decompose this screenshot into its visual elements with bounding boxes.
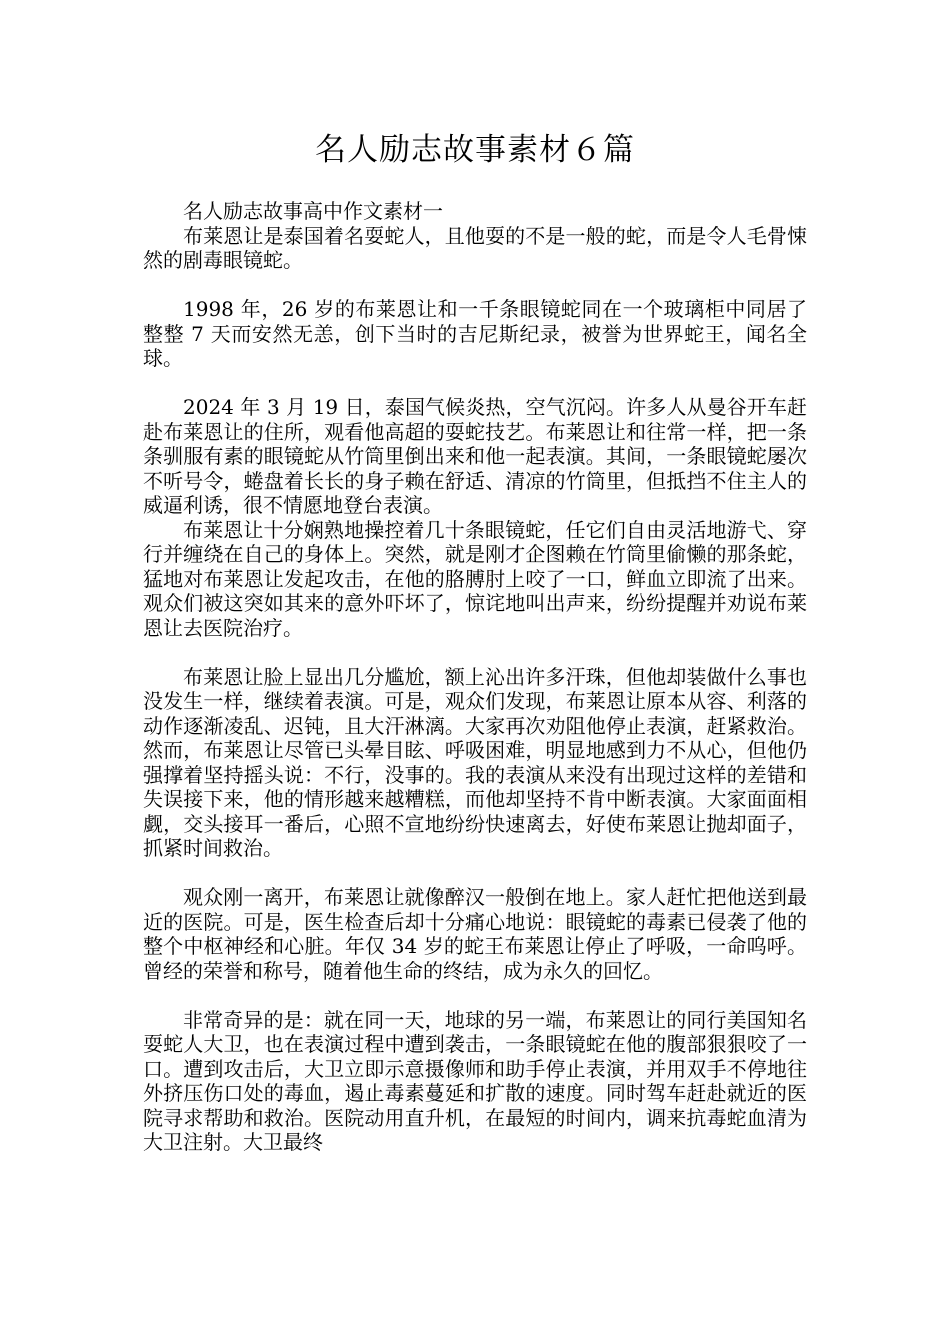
paragraph: 非常奇异的是：就在同一天，地球的另一端，布莱恩让的同行美国知名耍蛇人大卫，也在表演过程中遭到袭击，一条眼镜蛇在他的腹部狠狠咬了一口。遭到攻击后，大卫立即示意摄像师和助手停止表演，并用双手不停地往外挤压伤口处的毒血，遏止毒素蔓延和扩散的速度。同时驾车赶赴就近的医院寻求帮助和救治。医院动用直升机，在最短的时间内，调来抗毒蛇血清为大卫注射。大卫最终 bbox=[143, 1007, 807, 1154]
document-title: 名人励志故事素材６篇 bbox=[315, 132, 635, 168]
document-body bbox=[143, 199, 807, 1155]
paragraph: 布莱恩让十分娴熟地操控着几十条眼镜蛇，任它们自由灵活地游弋、穿行并缠绕在自己的身体上。突然，就是刚才企图赖在竹筒里偷懒的那条蛇，猛地对布莱恩让发起攻击，在他的胳膊肘上咬了一口，鲜血立即流了出来。观众们被这突如其来的意外吓坏了，惊诧地叫出声来，纷纷提醒并劝说布莱恩让去医院治疗。 bbox=[143, 517, 807, 640]
paragraph: 2024 年 3 月 19 日，泰国气候炎热，空气沉闷。许多人从曼谷开车赶赴布莱恩让的住所，观看他高超的耍蛇技艺。布莱恩让和往常一样，把一条条驯服有素的眼镜蛇从竹筒里倒出来和他一起表演。其间，一条眼镜蛇屡次不听号令，蜷盘着长长的身子赖在舒适、清凉的竹筒里，但抵挡不住主人的威逼利诱，很不情愿地登台表演。 bbox=[143, 395, 807, 517]
paragraph: 布莱恩让是泰国着名耍蛇人，且他耍的不是一般的蛇，而是令人毛骨悚然的剧毒眼镜蛇。 bbox=[143, 223, 807, 272]
paragraph: 布莱恩让脸上显出几分尴尬，额上沁出许多汗珠，但他却装做什么事也没发生一样，继续着表演。可是，观众们发现，布莱恩让原本从容、利落的动作逐渐凌乱、迟钝，且大汗淋漓。大家再次劝阻他停止表演，赶紧救治。然而，布莱恩让尽管已头晕目眩、呼吸困难，明显地感到力不从心，但他仍强撑着坚持摇头说：不行，没事的。我的表演从来没有出现过这样的差错和失误接下来，他的情形越来越糟糕，而他却坚持不肯中断表演。大家面面相觑，交头接耳一番后，心照不宣地纷纷快速离去，好使布莱恩让抛却面子，抓紧时间救治。 bbox=[143, 664, 807, 860]
paragraph: 观众刚一离开，布莱恩让就像醉汉一般倒在地上。家人赶忙把他送到最近的医院。可是，医生检查后却十分痛心地说：眼镜蛇的毒素已侵袭了他的整个中枢神经和心脏。年仅 34 岁的蛇王布莱恩让停止了呼吸，一命呜呼。曾经的荣誉和称号，随着他生命的终结，成为永久的回忆。 bbox=[143, 885, 807, 983]
paragraph: 1998 年，26 岁的布莱恩让和一千条眼镜蛇同在一个玻璃柜中同居了整整 7 天而安然无恙，创下当时的吉尼斯纪录，被誉为世界蛇王，闻名全球。 bbox=[143, 297, 807, 370]
paragraph: 名人励志故事高中作文素材一 bbox=[183, 199, 443, 223]
